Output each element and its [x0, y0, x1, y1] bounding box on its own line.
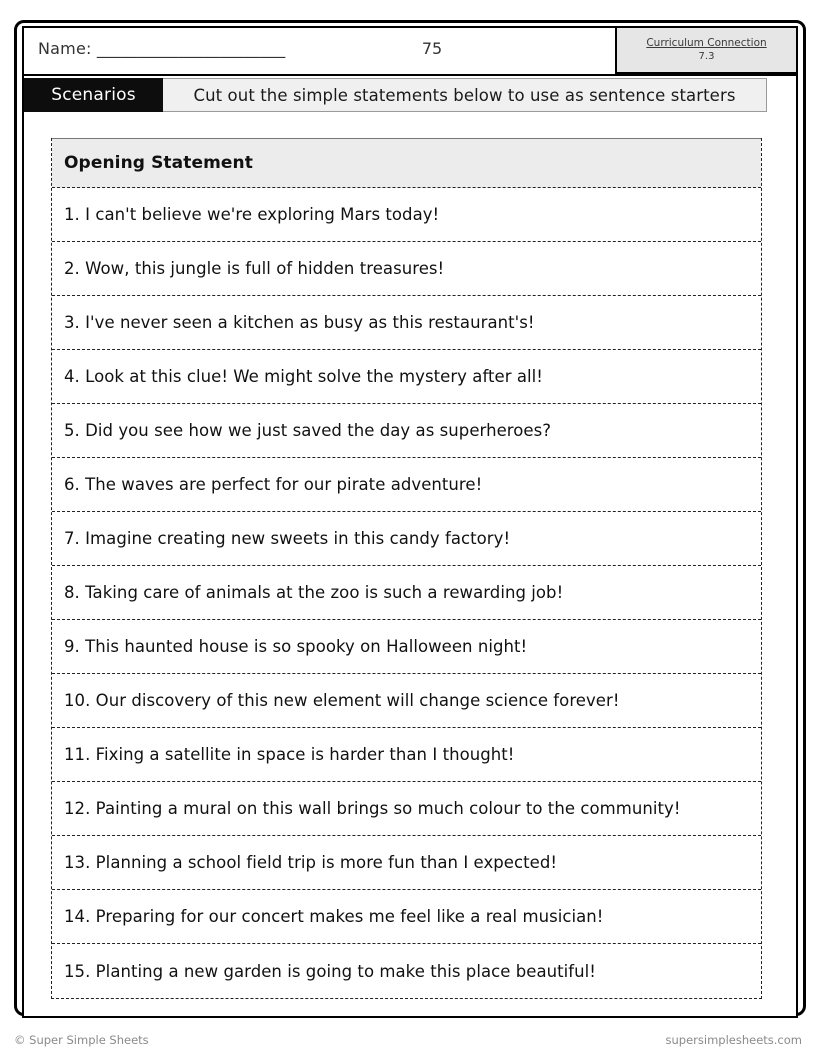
header-strip — [24, 28, 796, 76]
scenarios-tab-label: Scenarios — [24, 78, 163, 112]
page-number: 75 — [421, 39, 443, 58]
website-url: supersimplesheets.com — [665, 1033, 802, 1047]
table-row[interactable]: 6. The waves are perfect for our pirate adventure! — [52, 458, 761, 512]
table-row[interactable]: 1. I can't believe we're exploring Mars today! — [52, 188, 761, 242]
table-column-header: Opening Statement — [52, 138, 761, 188]
opening-statement-table — [51, 138, 762, 999]
table-row[interactable]: 2. Wow, this jungle is full of hidden treasures! — [52, 242, 761, 296]
table-row[interactable]: 14. Preparing for our concert makes me feel like a real musician! — [52, 890, 761, 944]
table-row[interactable]: 5. Did you see how we just saved the day as superheroes? — [52, 404, 761, 458]
page-footer — [0, 1030, 820, 1054]
table-row[interactable]: 8. Taking care of animals at the zoo is such a rewarding job! — [52, 566, 761, 620]
curriculum-connection-code: 7.3 — [698, 50, 715, 62]
table-row[interactable]: 13. Planning a school field trip is more fun than I expected! — [52, 836, 761, 890]
table-row[interactable]: 12. Painting a mural on this wall brings so much colour to the community! — [52, 782, 761, 836]
table-row[interactable]: 3. I've never seen a kitchen as busy as this restaurant's! — [52, 296, 761, 350]
curriculum-connection-badge — [615, 28, 796, 74]
scenario-instruction-text: Cut out the simple statements below to use as sentence starters — [163, 78, 767, 112]
copyright-text: © Super Simple Sheets — [14, 1033, 149, 1047]
scenario-band — [24, 78, 767, 112]
table-row[interactable]: 15. Planting a new garden is going to make this place beautiful! — [64, 961, 596, 981]
name-field[interactable]: Name: _______________________ — [38, 39, 286, 58]
table-row[interactable]: 11. Fixing a satellite in space is harder than I thought! — [52, 728, 761, 782]
table-row[interactable]: 9. This haunted house is so spooky on Halloween night! — [52, 620, 761, 674]
table-row[interactable]: 4. Look at this clue! We might solve the mystery after all! — [52, 350, 761, 404]
table-row[interactable]: 7. Imagine creating new sweets in this candy factory! — [52, 512, 761, 566]
table-row[interactable]: 10. Our discovery of this new element will change science forever! — [52, 674, 761, 728]
curriculum-connection-title: Curriculum Connection — [646, 37, 767, 50]
